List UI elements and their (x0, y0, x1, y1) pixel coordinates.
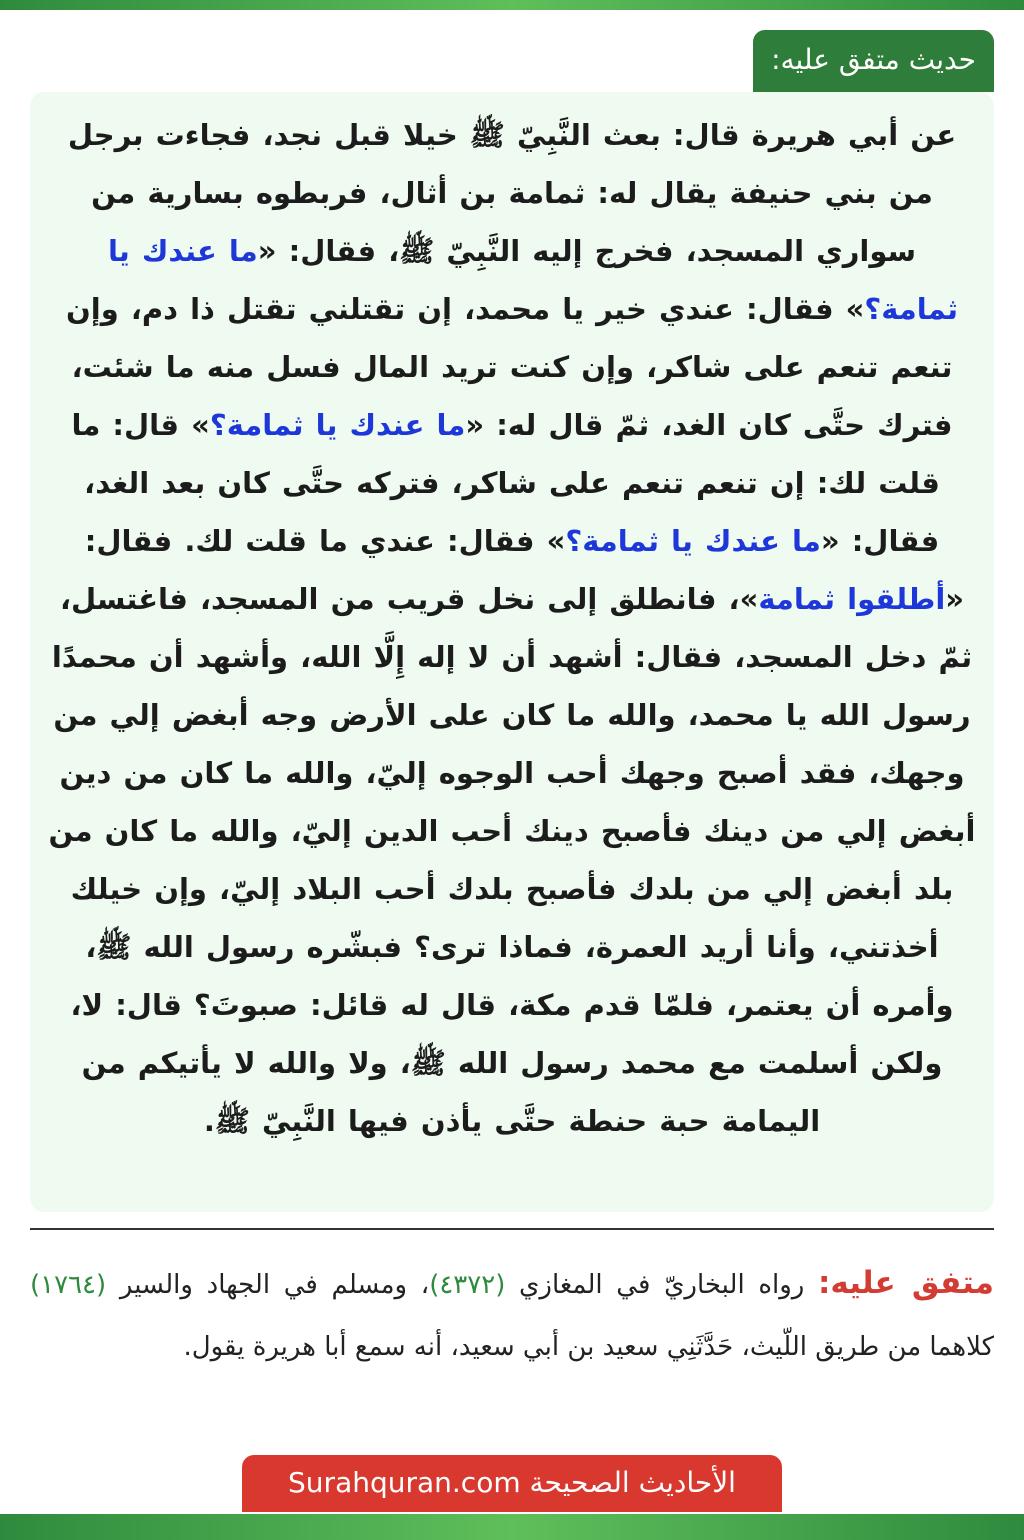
hadith-quote: ما عندك يا ثمامة؟ (209, 408, 466, 442)
takhrij-part: ، ومسلم في الجهاد والسير (106, 1270, 430, 1300)
site-label: الأحاديث الصحيحة Surahquran.com (242, 1455, 782, 1512)
hadith-number: (١٧٦٤) (30, 1270, 107, 1300)
hadith-quote: أطلقوا ثمامة (758, 582, 946, 616)
hadith-number: (٤٣٧٢) (429, 1270, 506, 1300)
top-accent-bar (0, 0, 1024, 10)
hadith-text-part: » فقال: عندي خير يا محمد، إن تقتلني تقتل ذا دم، وإن تنعم تنعم على شاكر، وإن كنت تريد المال فسل منه ما شئت، فترك حتَّى كان الغد، ثمّ قال له: « (66, 292, 953, 442)
hadith-text-part: » قال: ما قلت لك: إن تنعم تنعم على شاكر، فتركه حتَّى كان بعد الغد، فقال: « (71, 408, 940, 558)
hadith-text-part: »، فانطلق إلى نخل قريب من المسجد، فاغتسل، ثمّ دخل المسجد، فقال: أشهد أن لا إله إِلَّا الله، وأشهد أن محمدًا رسول الله يا محمد، والله ما كان على الأرض وجه أبغض إلي من وجهك، فقد أصبح وجهك أحب الوجوه إليّ، والله ما كان من دين أبغض إلي من دينك فأصبح دينك أحب الدين إليّ، والله ما كان من بلد أبغض إلي من بلدك فأصبح بلدك أحب البلاد إليّ، وإن خيلك أخذتني، وأنا أريد العمرة، فماذا ترى؟ فبشّره رسول الله ﷺ، وأمره أن يعتمر، فلمّا قدم مكة، قال له قائل: صبوتَ؟ قال: لا، ولكن أسلمت مع محمد رسول الله ﷺ، ولا والله لا يأتيكم من اليمامة حبة حنطة حتَّى يأذن فيها النَّبِيّ ﷺ. (48, 582, 976, 1138)
hadith-box (30, 92, 994, 1212)
hadith-text (48, 106, 976, 1150)
hadith-text-part: عن أبي هريرة قال: بعث النَّبِيّ ﷺ خيلا قبل نجد، فجاءت برجل من بني حنيفة يقال له: ثمامة بن أثال، فربطوه بسارية من سواري المسجد، فخرج إليه النَّبِيّ ﷺ، فقال: « (67, 118, 957, 268)
bottom-accent-bar (0, 1514, 1024, 1540)
takhrij-part: رواه البخاريّ في المغازي (505, 1270, 818, 1300)
hadith-quote: ما عندك يا ثمامة؟ (565, 524, 821, 558)
takhrij-part: كلاهما من طريق اللّيث، حَدَّثَنِي سعيد بن أبي سعيد، أنه سمع أبا هريرة يقول. (183, 1332, 994, 1362)
hadith-text-part: » فقال: عندي ما قلت لك. فقال: « (84, 524, 964, 616)
takhrij-keyword: متفق عليه: (818, 1265, 994, 1301)
hadith-quote: ما عندك يا ثمامة؟ (107, 234, 958, 326)
takhrij-text (30, 1252, 994, 1378)
hadith-type-label: حديث متفق عليه: (753, 30, 994, 92)
divider (30, 1228, 994, 1230)
